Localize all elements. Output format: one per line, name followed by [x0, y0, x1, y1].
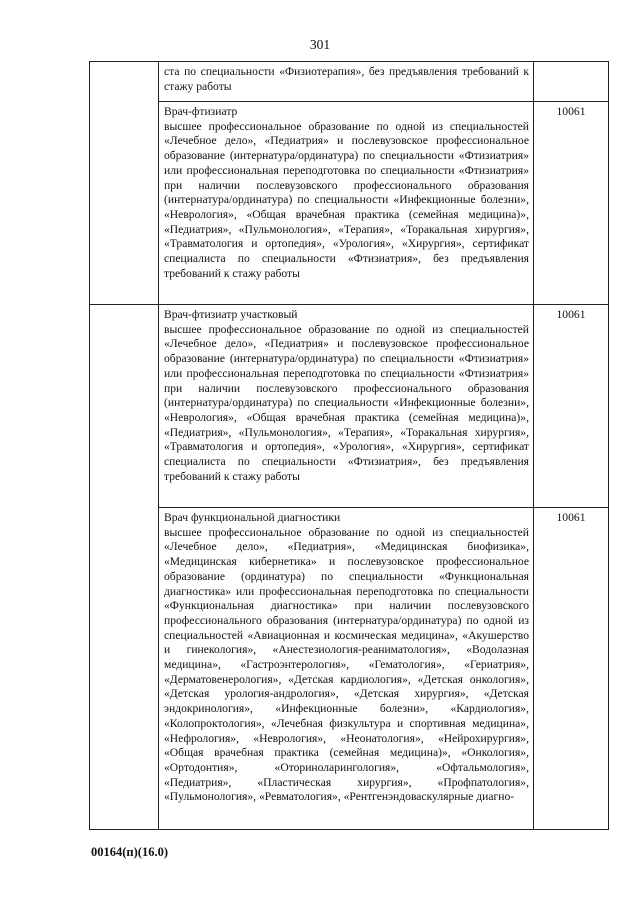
- requirements-text: высшее профессиональное образование по одной из специальностей «Лечебное дело», «Педиатрия», «Медицинская биофизика», «Медицинская кибернетика» и послевузовское профессиональное образование (ординатура) по специальности «Функциональная диагностика» или профессиональная переподготовка по специальности «Функциональная диагностика» при наличии послевузовского профессионального образования (интернатура/ординатура) по одной из специальностей «Авиационная и космическая медицина», «Акушерство и гинекология», «Анестезиология-реаниматология», «Водолазная медицина», «Гастроэнтерология», «Гематология», «Гериатрия», «Дерматовенерология», «Детская кардиология», «Детская онкология», «Детская урология-андрология», «Детская хирургия», «Детская эндокринология», «Инфекционные болезни», «Кардиология», «Колопроктология», «Лечебная физкультура и спортивная медицина», «Нефрология», «Неврология», «Неонатология», «Нейрохирургия», «Общая врачебная практика (семейная медицина)», «Онкология», «Ортодонтия», «Оториноларингология», «Офтальмология», «Педиатрия», «Пластическая хирургия», «Профпатология», «Пульмонология», «Ревматология», «Рентгенэндоваскулярные диагно-: [164, 525, 529, 804]
- table-row: [90, 62, 609, 102]
- requirements-cell: [159, 102, 534, 305]
- position-title: Врач-фтизиатр: [164, 105, 238, 118]
- code-value: 10061: [556, 105, 586, 118]
- table-row: [90, 305, 609, 508]
- page-number: 301: [309, 37, 331, 52]
- category-cell: [90, 305, 159, 830]
- code-value: 10061: [556, 308, 586, 321]
- code-value: [534, 62, 608, 65]
- code-cell: [534, 305, 609, 508]
- category-cell: [90, 62, 159, 305]
- code-cell: [534, 102, 609, 305]
- requirements-cell: [159, 305, 534, 508]
- document-code: 00164(п)(16.0): [91, 845, 168, 859]
- position-title: Врач-фтизиатр участковый: [164, 308, 298, 321]
- code-cell: [534, 508, 609, 830]
- qualification-table: [89, 61, 609, 830]
- table-row: [90, 508, 609, 830]
- requirements-cell: [159, 62, 534, 102]
- requirements-text: высшее профессиональное образование по одной из специальностей «Лечебное дело», «Педиатрия» и послевузовское профессиональное образование (интернатура/ординатура) по специальности «Фтизиатрия» или профессиональная переподготовка по специальности «Фтизиатрия» при наличии послевузовского профессионального образования (интернатура/ординатура) по специальности «Инфекционные болезни», «Неврология», «Общая врачебная практика (семейная медицина)», «Педиатрия», «Пульмонология», «Терапия», «Торакальная хирургия», «Травматология и ортопедия», «Урология», «Хирургия», сертификат специалиста по специальности «Фтизиатрия», без предъявления требований к стажу работы: [164, 119, 529, 280]
- table-row: [90, 102, 609, 305]
- position-title: Врач функциональной диагностики: [164, 511, 341, 524]
- code-cell: [534, 62, 609, 102]
- requirements-text: ста по специальности «Физиотерапия», без предъявления требований к стажу работы: [164, 65, 529, 93]
- requirements-text: высшее профессиональное образование по одной из специальностей «Лечебное дело», «Педиатрия» и послевузовское профессиональное образование (интернатура/ординатура) по специальности «Фтизиатрия» или профессиональная переподготовка по специальности «Фтизиатрия» при наличии послевузовского профессионального образования (интернатура/ординатура) по специальности «Инфекционные болезни», «Неврология», «Общая врачебная практика (семейная медицина)», «Педиатрия», «Пульмонология», «Терапия», «Торакальная хирургия», «Травматология и ортопедия», «Урология», «Хирургия», сертификат специалиста по специальности «Фтизиатрия», без предъявления требований к стажу работы: [164, 322, 529, 483]
- requirements-cell: [159, 508, 534, 830]
- code-value: 10061: [556, 511, 586, 524]
